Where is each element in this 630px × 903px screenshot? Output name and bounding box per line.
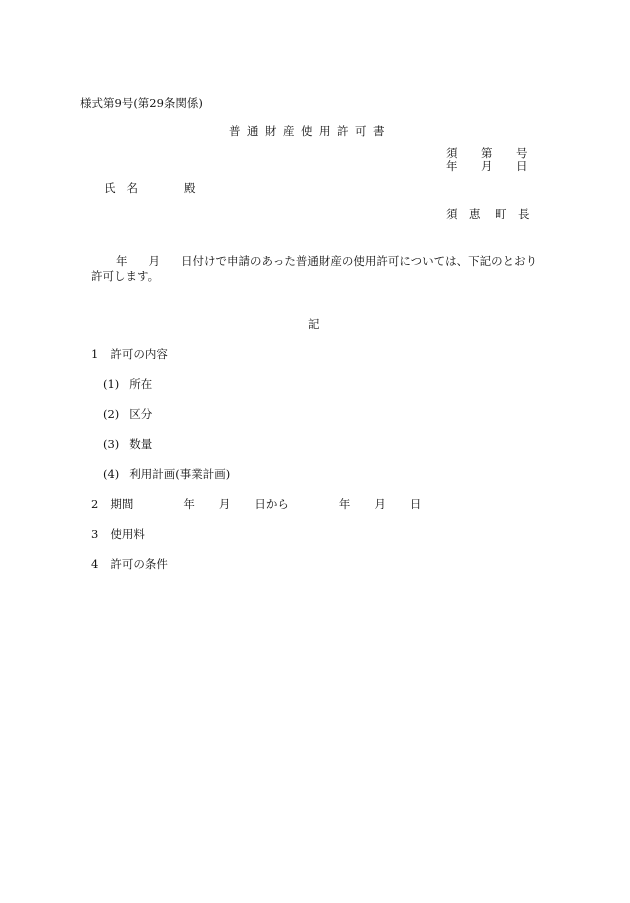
period-year: 年 bbox=[183, 497, 195, 511]
item-number: 1 bbox=[91, 347, 99, 361]
name-label-2: 名 bbox=[126, 181, 138, 195]
date-month: 月 bbox=[481, 159, 493, 173]
period-year-2: 年 bbox=[338, 497, 351, 511]
date-day: 日 bbox=[516, 159, 528, 173]
item-label: 許可の内容 bbox=[110, 347, 168, 361]
period-month-2: 月 bbox=[374, 497, 386, 511]
item-number: 4 bbox=[91, 557, 99, 571]
item-period bbox=[91, 497, 421, 511]
document-number-line bbox=[446, 146, 528, 160]
subitem-number: (2) bbox=[103, 407, 120, 421]
body-month: 月 bbox=[148, 254, 160, 268]
number-dai: 第 bbox=[481, 146, 493, 160]
item-number: 3 bbox=[91, 527, 99, 541]
subitem-label: 利用計画(事業計画) bbox=[129, 467, 231, 481]
document-date-line bbox=[446, 159, 528, 173]
body-text-1: 日付けで申請のあった普通財産の使用許可については、下記のとおり bbox=[181, 254, 538, 268]
subitem-usage-plan bbox=[103, 467, 230, 481]
body-line-1 bbox=[116, 254, 537, 268]
subitem-label: 数量 bbox=[129, 437, 153, 451]
number-go: 号 bbox=[516, 146, 528, 160]
subitem-number: (3) bbox=[103, 437, 120, 451]
body-year: 年 bbox=[116, 254, 128, 268]
addressee-line bbox=[104, 181, 196, 195]
date-year: 年 bbox=[446, 159, 458, 173]
period-month: 月 bbox=[218, 497, 231, 511]
document-title: 普通財産使用許可書 bbox=[229, 124, 391, 138]
period-from: 日から bbox=[254, 497, 289, 511]
subitem-number: (1) bbox=[103, 377, 120, 391]
subitem-label: 区分 bbox=[129, 407, 153, 421]
period-day-2: 日 bbox=[409, 497, 422, 511]
item-usage-fee bbox=[91, 527, 145, 541]
form-number: 様式第9号(第29条関係) bbox=[80, 96, 203, 110]
subitem-quantity bbox=[103, 437, 152, 451]
number-prefix: 須 bbox=[446, 146, 458, 160]
subitem-number: (4) bbox=[103, 467, 120, 481]
issuer-char-2: 恵 bbox=[469, 207, 481, 221]
item-label: 使用料 bbox=[110, 527, 145, 541]
item-permission-contents bbox=[91, 347, 168, 361]
issuer-char-3: 町 bbox=[495, 207, 507, 221]
ki-heading: 記 bbox=[308, 317, 320, 331]
issuer-line bbox=[446, 207, 530, 221]
item-label: 許可の条件 bbox=[110, 557, 168, 571]
issuer-char-1: 須 bbox=[446, 207, 458, 221]
body-line-2: 許可します。 bbox=[91, 269, 160, 283]
subitem-location bbox=[103, 377, 152, 391]
subitem-label: 所在 bbox=[129, 377, 153, 391]
item-label: 期間 bbox=[110, 497, 134, 511]
issuer-char-4: 長 bbox=[518, 207, 530, 221]
name-label-1: 氏 bbox=[104, 181, 116, 195]
subitem-category bbox=[103, 407, 152, 421]
item-number: 2 bbox=[91, 497, 99, 511]
honorific: 殿 bbox=[184, 181, 196, 195]
item-conditions bbox=[91, 557, 168, 571]
